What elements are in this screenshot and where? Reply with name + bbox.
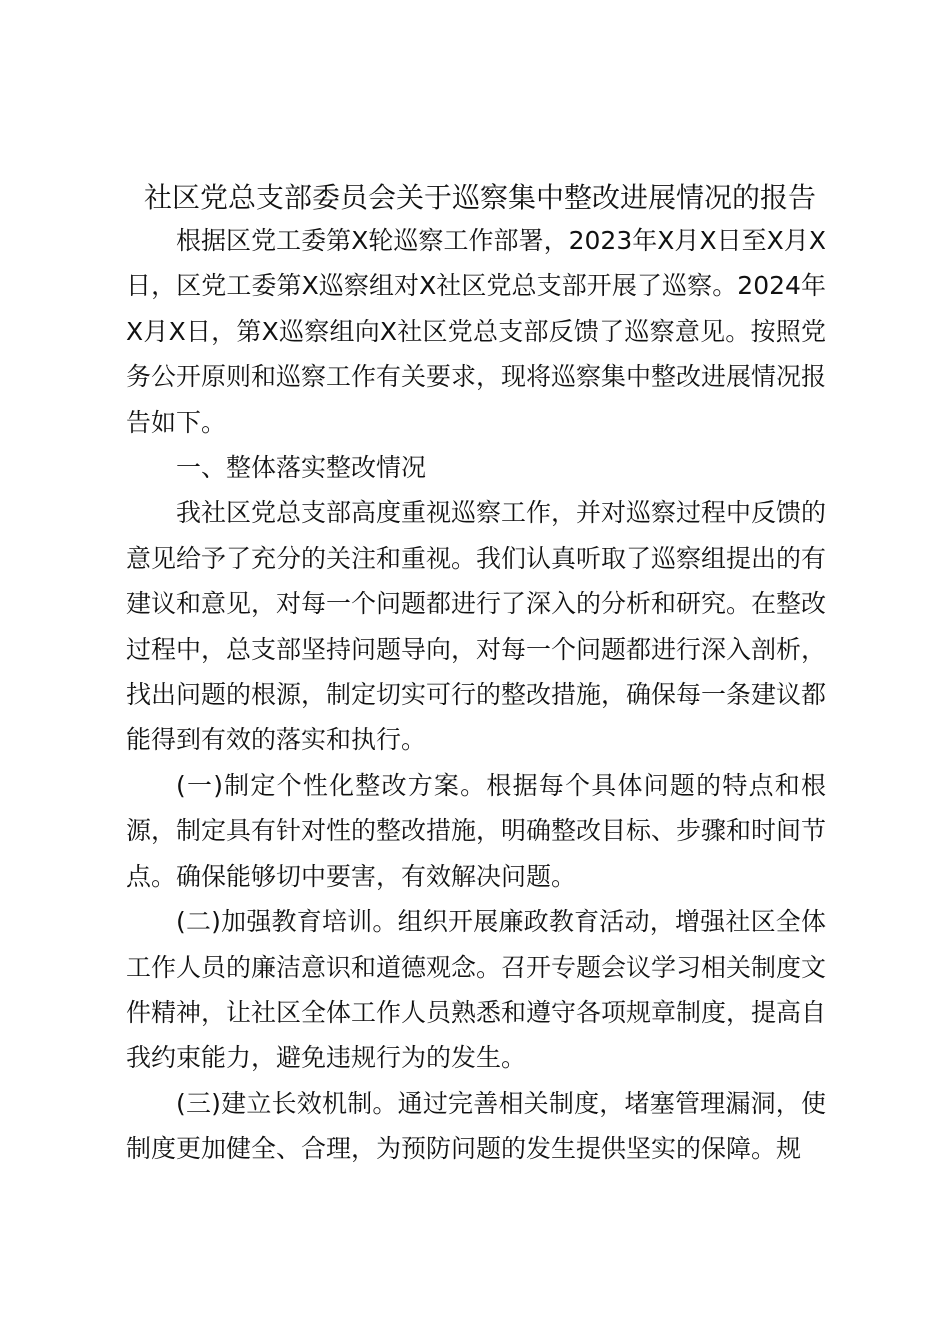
document-title: 社区党总支部委员会关于巡察集中整改进展情况的报告 <box>143 181 816 214</box>
item-paragraph-1: (一)制定个性化整改方案。根据每个具体问题的特点和根源，制定具有针对性的整改措施，明确整改目标、步骤和时间节点。确保能够切中要害，有效解决问题。 <box>126 770 827 891</box>
document-body <box>126 218 826 1172</box>
section-body-paragraph: 我社区党总支部高度重视巡察工作，并对巡察过程中反馈的意见给予了充分的关注和重视。我们认真听取了巡察组提出的有建议和意见，对每一个问题都进行了深入的分析和研究。在整改过程中，总支部坚持问题导向，对每一个问题都进行深入剖析，找出问题的根源，制定切实可行的整改措施，确保每一条建议都能得到有效的落实和执行。 <box>126 498 827 755</box>
intro-paragraph: 根据区党工委第X轮巡察工作部署，2023年X月X日至X月X日，区党工委第X巡察组对X社区党总支部开展了巡察。2024年X月X日，第X巡察组向X社区党总支部反馈了巡察意见。按照党务公开原则和巡察工作有关要求，现将巡察集中整改进展情况报告如下。 <box>126 226 827 437</box>
item-paragraph-2: (二)加强教育培训。组织开展廉政教育活动，增强社区全体工作人员的廉洁意识和道德观念。召开专题会议学习相关制度文件精神，让社区全体工作人员熟悉和遵守各项规章制度，提高自我约束能力，避免违规行为的发生。 <box>126 907 827 1073</box>
section-heading: 一、整体落实整改情况 <box>176 453 427 483</box>
item-paragraph-3: (三)建立长效机制。通过完善相关制度，堵塞管理漏洞，使制度更加健全、合理，为预防问题的发生提供坚实的保障。规 <box>126 1088 826 1164</box>
